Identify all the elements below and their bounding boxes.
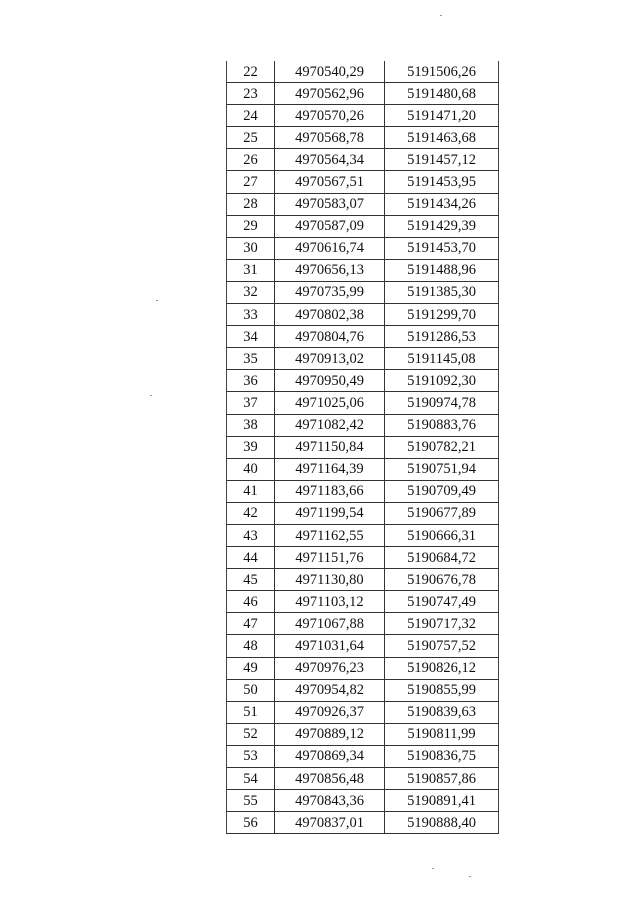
table-row bbox=[227, 193, 499, 215]
table-row bbox=[227, 61, 499, 83]
table-row bbox=[227, 701, 499, 723]
point-number-cell: 46 bbox=[227, 591, 275, 613]
x-coordinate-cell: 4971183,66 bbox=[275, 480, 385, 502]
table-row bbox=[227, 635, 499, 657]
y-coordinate-cell: 5190891,41 bbox=[385, 790, 499, 812]
y-coordinate-cell: 5191506,26 bbox=[385, 61, 499, 83]
coordinates-table bbox=[226, 61, 499, 834]
point-number-cell: 39 bbox=[227, 436, 275, 458]
y-coordinate-cell: 5190677,89 bbox=[385, 502, 499, 524]
x-coordinate-cell: 4971031,64 bbox=[275, 635, 385, 657]
table-row bbox=[227, 723, 499, 745]
y-coordinate-cell: 5191457,12 bbox=[385, 149, 499, 171]
x-coordinate-cell: 4971151,76 bbox=[275, 547, 385, 569]
x-coordinate-cell: 4971164,39 bbox=[275, 458, 385, 480]
y-coordinate-cell: 5191463,68 bbox=[385, 127, 499, 149]
y-coordinate-cell: 5191434,26 bbox=[385, 193, 499, 215]
scan-speck bbox=[432, 868, 434, 869]
x-coordinate-cell: 4970954,82 bbox=[275, 679, 385, 701]
y-coordinate-cell: 5191471,20 bbox=[385, 105, 499, 127]
y-coordinate-cell: 5190717,32 bbox=[385, 613, 499, 635]
point-number-cell: 30 bbox=[227, 237, 275, 259]
y-coordinate-cell: 5190888,40 bbox=[385, 812, 499, 834]
y-coordinate-cell: 5190883,76 bbox=[385, 414, 499, 436]
point-number-cell: 36 bbox=[227, 370, 275, 392]
y-coordinate-cell: 5191299,70 bbox=[385, 304, 499, 326]
table-row bbox=[227, 370, 499, 392]
y-coordinate-cell: 5190855,99 bbox=[385, 679, 499, 701]
y-coordinate-cell: 5191480,68 bbox=[385, 83, 499, 105]
x-coordinate-cell: 4971199,54 bbox=[275, 502, 385, 524]
x-coordinate-cell: 4970976,23 bbox=[275, 657, 385, 679]
table-row bbox=[227, 679, 499, 701]
y-coordinate-cell: 5191385,30 bbox=[385, 281, 499, 303]
point-number-cell: 33 bbox=[227, 304, 275, 326]
scan-speck bbox=[440, 15, 442, 16]
y-coordinate-cell: 5191092,30 bbox=[385, 370, 499, 392]
x-coordinate-cell: 4970583,07 bbox=[275, 193, 385, 215]
x-coordinate-cell: 4971150,84 bbox=[275, 436, 385, 458]
x-coordinate-cell: 4970804,76 bbox=[275, 326, 385, 348]
point-number-cell: 37 bbox=[227, 392, 275, 414]
point-number-cell: 26 bbox=[227, 149, 275, 171]
x-coordinate-cell: 4970889,12 bbox=[275, 723, 385, 745]
point-number-cell: 52 bbox=[227, 723, 275, 745]
table-row bbox=[227, 745, 499, 767]
table-row bbox=[227, 215, 499, 237]
x-coordinate-cell: 4970869,34 bbox=[275, 745, 385, 767]
point-number-cell: 27 bbox=[227, 171, 275, 193]
table-row bbox=[227, 768, 499, 790]
table-row bbox=[227, 348, 499, 370]
x-coordinate-cell: 4970564,34 bbox=[275, 149, 385, 171]
table-row bbox=[227, 326, 499, 348]
table-row bbox=[227, 281, 499, 303]
y-coordinate-cell: 5190684,72 bbox=[385, 547, 499, 569]
table-row bbox=[227, 436, 499, 458]
point-number-cell: 34 bbox=[227, 326, 275, 348]
table-row bbox=[227, 812, 499, 834]
point-number-cell: 43 bbox=[227, 524, 275, 546]
point-number-cell: 56 bbox=[227, 812, 275, 834]
point-number-cell: 32 bbox=[227, 281, 275, 303]
point-number-cell: 55 bbox=[227, 790, 275, 812]
x-coordinate-cell: 4970837,01 bbox=[275, 812, 385, 834]
x-coordinate-cell: 4970656,13 bbox=[275, 259, 385, 281]
x-coordinate-cell: 4971025,06 bbox=[275, 392, 385, 414]
table-row bbox=[227, 458, 499, 480]
y-coordinate-cell: 5190757,52 bbox=[385, 635, 499, 657]
point-number-cell: 45 bbox=[227, 569, 275, 591]
x-coordinate-cell: 4970950,49 bbox=[275, 370, 385, 392]
table-row bbox=[227, 480, 499, 502]
scan-speck bbox=[469, 876, 471, 877]
table-row bbox=[227, 304, 499, 326]
table-row bbox=[227, 392, 499, 414]
y-coordinate-cell: 5190751,94 bbox=[385, 458, 499, 480]
point-number-cell: 41 bbox=[227, 480, 275, 502]
y-coordinate-cell: 5191429,39 bbox=[385, 215, 499, 237]
point-number-cell: 53 bbox=[227, 745, 275, 767]
table-row bbox=[227, 237, 499, 259]
table-row bbox=[227, 524, 499, 546]
table-row bbox=[227, 105, 499, 127]
point-number-cell: 44 bbox=[227, 547, 275, 569]
point-number-cell: 24 bbox=[227, 105, 275, 127]
point-number-cell: 25 bbox=[227, 127, 275, 149]
point-number-cell: 50 bbox=[227, 679, 275, 701]
y-coordinate-cell: 5191145,08 bbox=[385, 348, 499, 370]
x-coordinate-cell: 4970926,37 bbox=[275, 701, 385, 723]
point-number-cell: 38 bbox=[227, 414, 275, 436]
table-row bbox=[227, 149, 499, 171]
point-number-cell: 28 bbox=[227, 193, 275, 215]
point-number-cell: 49 bbox=[227, 657, 275, 679]
table-row bbox=[227, 591, 499, 613]
point-number-cell: 48 bbox=[227, 635, 275, 657]
y-coordinate-cell: 5190709,49 bbox=[385, 480, 499, 502]
table-row bbox=[227, 127, 499, 149]
y-coordinate-cell: 5190826,12 bbox=[385, 657, 499, 679]
table-row bbox=[227, 414, 499, 436]
x-coordinate-cell: 4970587,09 bbox=[275, 215, 385, 237]
table-row bbox=[227, 569, 499, 591]
table-row bbox=[227, 171, 499, 193]
table-row bbox=[227, 259, 499, 281]
y-coordinate-cell: 5190839,63 bbox=[385, 701, 499, 723]
point-number-cell: 51 bbox=[227, 701, 275, 723]
table-row bbox=[227, 613, 499, 635]
x-coordinate-cell: 4971082,42 bbox=[275, 414, 385, 436]
scan-speck bbox=[150, 395, 152, 396]
y-coordinate-cell: 5191286,53 bbox=[385, 326, 499, 348]
point-number-cell: 29 bbox=[227, 215, 275, 237]
y-coordinate-cell: 5190811,99 bbox=[385, 723, 499, 745]
x-coordinate-cell: 4971103,12 bbox=[275, 591, 385, 613]
x-coordinate-cell: 4970913,02 bbox=[275, 348, 385, 370]
point-number-cell: 40 bbox=[227, 458, 275, 480]
table-row bbox=[227, 547, 499, 569]
x-coordinate-cell: 4970568,78 bbox=[275, 127, 385, 149]
y-coordinate-cell: 5190974,78 bbox=[385, 392, 499, 414]
y-coordinate-cell: 5190836,75 bbox=[385, 745, 499, 767]
point-number-cell: 22 bbox=[227, 61, 275, 83]
point-number-cell: 31 bbox=[227, 259, 275, 281]
x-coordinate-cell: 4970735,99 bbox=[275, 281, 385, 303]
x-coordinate-cell: 4971067,88 bbox=[275, 613, 385, 635]
x-coordinate-cell: 4970570,26 bbox=[275, 105, 385, 127]
table-row bbox=[227, 790, 499, 812]
point-number-cell: 23 bbox=[227, 83, 275, 105]
x-coordinate-cell: 4970567,51 bbox=[275, 171, 385, 193]
scan-speck bbox=[156, 300, 158, 301]
point-number-cell: 54 bbox=[227, 768, 275, 790]
x-coordinate-cell: 4970540,29 bbox=[275, 61, 385, 83]
y-coordinate-cell: 5190747,49 bbox=[385, 591, 499, 613]
x-coordinate-cell: 4971162,55 bbox=[275, 524, 385, 546]
table-row bbox=[227, 657, 499, 679]
y-coordinate-cell: 5191488,96 bbox=[385, 259, 499, 281]
y-coordinate-cell: 5191453,70 bbox=[385, 237, 499, 259]
point-number-cell: 42 bbox=[227, 502, 275, 524]
y-coordinate-cell: 5191453,95 bbox=[385, 171, 499, 193]
point-number-cell: 47 bbox=[227, 613, 275, 635]
x-coordinate-cell: 4971130,80 bbox=[275, 569, 385, 591]
coordinates-table-body bbox=[227, 61, 499, 834]
y-coordinate-cell: 5190857,86 bbox=[385, 768, 499, 790]
x-coordinate-cell: 4970843,36 bbox=[275, 790, 385, 812]
y-coordinate-cell: 5190676,78 bbox=[385, 569, 499, 591]
x-coordinate-cell: 4970562,96 bbox=[275, 83, 385, 105]
x-coordinate-cell: 4970802,38 bbox=[275, 304, 385, 326]
x-coordinate-cell: 4970856,48 bbox=[275, 768, 385, 790]
x-coordinate-cell: 4970616,74 bbox=[275, 237, 385, 259]
table-row bbox=[227, 83, 499, 105]
point-number-cell: 35 bbox=[227, 348, 275, 370]
table-row bbox=[227, 502, 499, 524]
y-coordinate-cell: 5190666,31 bbox=[385, 524, 499, 546]
y-coordinate-cell: 5190782,21 bbox=[385, 436, 499, 458]
